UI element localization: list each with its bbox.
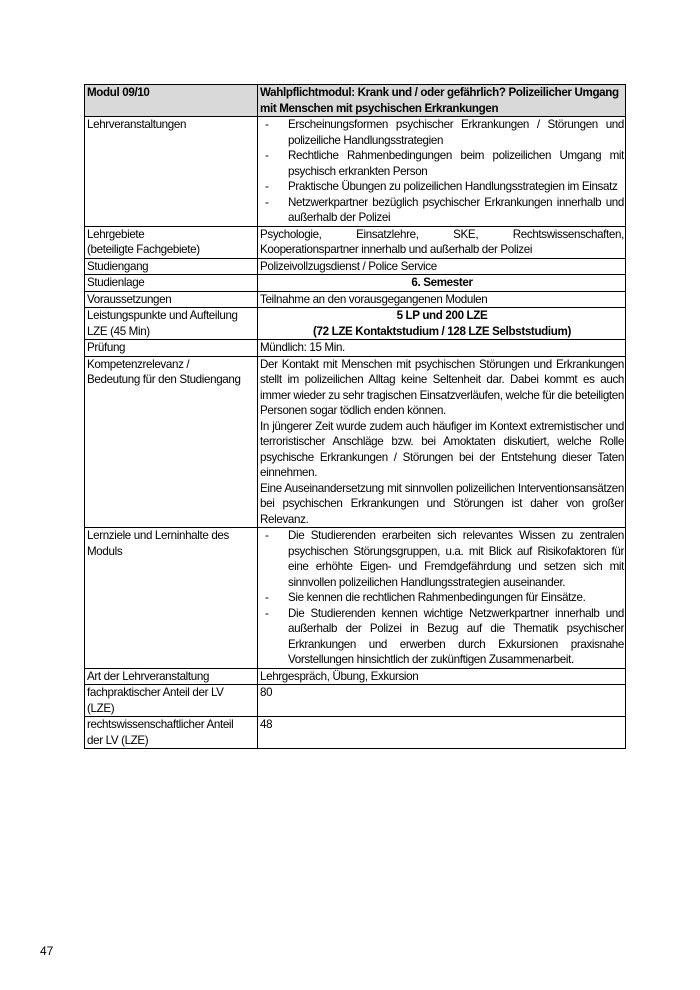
row-studiengang	[85, 258, 626, 275]
row-label: Voraussetzungen	[85, 291, 258, 308]
row-value	[258, 356, 626, 528]
row-value: 80	[258, 685, 626, 717]
row-label-line: LZE (45 Min)	[87, 324, 150, 338]
row-value: Polizeivollzugsdienst / Police Service	[258, 258, 626, 275]
paragraph: In jüngerer Zeit wurde zudem auch häufiger im Kontext extremistischer und terroristischer Anschläge bzw. bei Amoktaten diskutiert, welche Rolle psychische Erkrankungen / Störungen bei der Entstehung dieser Taten einnehmen.	[260, 419, 624, 479]
row-value: Mündlich: 15 Min.	[258, 340, 626, 357]
list-item: - Erscheinungsformen psychischer Erkrankungen / Störungen und polizeiliche Handlungsstrategien	[260, 117, 624, 148]
row-label: Studiengang	[85, 258, 258, 275]
row-label-line: Bedeutung für den Studiengang	[87, 373, 241, 386]
row-label-line: Lehrgebiete	[87, 227, 145, 241]
row-label-line: der LV (LZE)	[87, 733, 149, 747]
learning-goals-list	[260, 528, 624, 668]
row-lehrveranstaltungen	[85, 117, 626, 227]
row-art	[85, 668, 626, 685]
row-pruefung	[85, 340, 626, 357]
module-table	[84, 84, 626, 749]
row-leistungspunkte	[85, 308, 626, 340]
row-label	[85, 226, 258, 258]
list-item: - Die Studierenden erarbeiten sich relevantes Wissen zu zentralen psychischen Störungsgruppen, u.a. mit Blick auf Risikofaktoren für eine erhöhte Eigen- und Fremdgefährdung und setzen sich mit sinnvollen polizeilichen Handlungsstrategien auseinander.	[260, 528, 624, 590]
row-lernziele	[85, 528, 626, 669]
credit-points: 5 LP und 200 LZE	[396, 309, 488, 322]
paragraph: Eine Auseinandersetzung mit sinnvollen polizeilichen Interventionsansätzen bei psychischen Erkrankungen und Störungen ist daher von großer Relevanz.	[260, 481, 624, 526]
row-label: Lehrveranstaltungen	[85, 117, 258, 227]
row-label: Prüfung	[85, 340, 258, 357]
row-label-line: Lernziele und Lerninhalte des	[87, 529, 229, 542]
row-value: Teilnahme an den vorausgegangenen Modulen	[258, 291, 626, 308]
list-item: - Die Studierenden kennen wichtige Netzwerkpartner innerhalb und außerhalb der Polizei in Bezug auf die Thematik psychischer Erkrankungen und erwerben durch Exkursionen praxisnahe Vorstellungen hinsichtlich der zukünftigen Zusammenarbeit.	[260, 606, 624, 668]
row-studienlage	[85, 275, 626, 292]
row-value	[258, 117, 626, 227]
paragraph: Der Kontakt mit Menschen mit psychischen Störungen und Erkrankungen stellt im polizeilichen Alltag keine Seltenheit dar. Dabei kommt es auch immer wieder zu sehr tragischen Einsatzverläufen, welche für die beteiligten Personen sogar tödlich enden können.	[260, 357, 624, 417]
row-label-line: Leistungspunkte und Aufteilung	[87, 309, 238, 322]
row-label-line: Moduls	[87, 544, 123, 558]
list-item: - Praktische Übungen zu polizeilichen Handlungsstrategien im Einsatz	[260, 179, 624, 195]
row-value: Lehrgespräch, Übung, Exkursion	[258, 668, 626, 685]
row-label-line: Kompetenzrelevanz /	[87, 357, 190, 371]
row-label	[85, 356, 258, 528]
page-number: 47	[40, 944, 54, 958]
course-list	[260, 117, 624, 226]
row-value	[258, 528, 626, 669]
list-item: - Sie kennen die rechtlichen Rahmenbedingungen für Einsätze.	[260, 590, 624, 606]
table-header-row	[85, 85, 626, 117]
row-label	[85, 717, 258, 749]
row-label-line: rechtswissenschaftlicher Anteil	[87, 718, 234, 731]
row-fachpraktisch	[85, 685, 626, 717]
row-label	[85, 685, 258, 717]
row-label: Art der Lehrveranstaltung	[85, 668, 258, 685]
row-value: 48	[258, 717, 626, 749]
list-item: - Netzwerkpartner bezüglich psychischer Erkrankungen innerhalb und außerhalb der Polizei	[260, 195, 624, 226]
credit-split: (72 LZE Kontaktstudium / 128 LZE Selbststudium)	[313, 324, 571, 338]
row-label-line: (beteiligte Fachgebiete)	[87, 243, 200, 256]
row-label	[85, 528, 258, 669]
module-title: Wahlpflichtmodul: Krank und / oder gefährlich? Polizeilicher Umgang mit Menschen mit psychischen Erkrankungen	[258, 85, 626, 117]
row-label-line: fachpraktischer Anteil der LV	[87, 686, 224, 699]
row-label	[85, 308, 258, 340]
row-label-line: (LZE)	[87, 701, 115, 715]
row-rechtswiss	[85, 717, 626, 749]
module-number: Modul 09/10	[85, 85, 258, 117]
row-value: Psychologie, Einsatzlehre, SKE, Rechtswissenschaften, Kooperationspartner innerhalb und außerhalb der Polizei	[258, 226, 626, 258]
row-voraussetzungen	[85, 291, 626, 308]
row-kompetenz	[85, 356, 626, 528]
row-label: Studienlage	[85, 275, 258, 292]
row-value	[258, 308, 626, 340]
list-item: - Rechtliche Rahmenbedingungen beim polizeilichen Umgang mit psychisch erkrankten Person	[260, 148, 624, 179]
row-value: 6. Semester	[258, 275, 626, 292]
row-lehrgebiete	[85, 226, 626, 258]
